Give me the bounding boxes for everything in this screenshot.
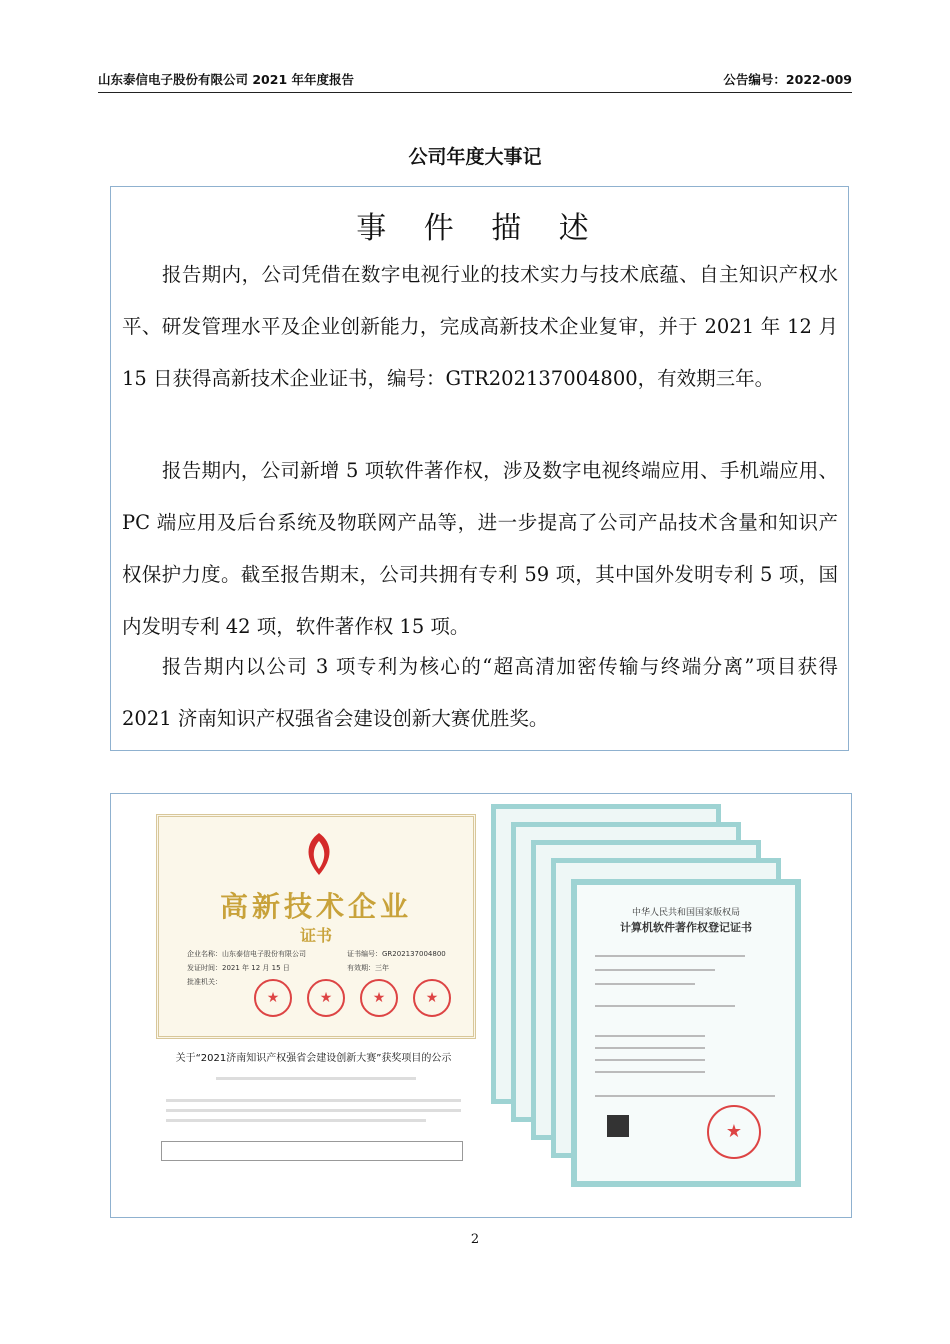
award-notice xyxy=(146,1049,481,1189)
notice-line xyxy=(166,1109,461,1112)
event-heading: 事 件 描 述 xyxy=(356,211,603,246)
header-divider xyxy=(98,92,852,93)
notice-title: 关于“2021济南知识产权强省会建设创新大赛”获奖项目的公示 xyxy=(175,1053,452,1064)
header-left: 山东泰信电子股份有限公司 2021 年年度报告 xyxy=(98,72,354,87)
sw-cert-line xyxy=(595,1095,775,1097)
high-tech-certificate xyxy=(156,814,476,1039)
seal-icon: ★ xyxy=(360,979,398,1017)
cert-title: 高新技术企业 xyxy=(219,890,412,923)
page-header xyxy=(98,70,852,90)
seal-icon: ★ xyxy=(307,979,345,1017)
cert-subtitle: 证书 xyxy=(299,926,332,945)
header-right: 公告编号：2022-009 xyxy=(723,72,852,87)
qr-code-icon xyxy=(607,1115,629,1137)
sw-cert-line xyxy=(595,969,715,971)
sw-cert-line xyxy=(595,955,745,957)
emblem-icon xyxy=(299,829,339,879)
seal-icon: ★ xyxy=(707,1105,761,1159)
sw-cert-line xyxy=(595,1071,705,1073)
seal-icon: ★ xyxy=(254,979,292,1017)
seal-icon: ★ xyxy=(413,979,451,1017)
event-paragraph-2: 报告期内，公司新增 5 项软件著作权，涉及数字电视终端应用、手机端应用、PC 端应用及后台系统及物联网产品等，进一步提高了公司产品技术含量和知识产权保护力度。截至报告期末，公司共拥有专利 59 项，其中国外发明专利 5 项，国内发明专利 42 项，软件著作权 15 项。 xyxy=(122,459,838,638)
sw-cert-line xyxy=(595,1005,735,1007)
software-copyright-certificate xyxy=(571,879,801,1187)
notice-table xyxy=(161,1141,463,1161)
image-box xyxy=(110,793,852,1218)
cert-valid: 有效期：三年 xyxy=(347,964,389,972)
page-number: 2 xyxy=(470,1232,480,1247)
sw-cert-line xyxy=(595,1059,705,1061)
cert-company: 企业名称：山东泰信电子股份有限公司 xyxy=(187,950,306,958)
notice-line xyxy=(166,1099,461,1102)
sw-cert-line xyxy=(595,1035,705,1037)
notice-line xyxy=(166,1119,426,1122)
page-title: 公司年度大事记 xyxy=(408,146,542,168)
cert-date: 发证时间：2021 年 12 月 15 日 xyxy=(187,964,290,972)
event-paragraph-1: 报告期内，公司凭借在数字电视行业的技术实力与技术底蕴、自主知识产权水平、研发管理水平及企业创新能力，完成高新技术企业复审，并于 2021 年 12 月 15 日获得高新技术企业证书，编号：GTR202137004800，有效期三年。 xyxy=(122,263,838,390)
sw-cert-line xyxy=(595,1047,705,1049)
sw-cert-title: 计算机软件著作权登记证书 xyxy=(620,921,752,934)
sw-cert-line xyxy=(595,983,695,985)
cert-number: 证书编号：GR202137004800 xyxy=(347,950,446,958)
sw-cert-issuer: 中华人民共和国国家版权局 xyxy=(631,908,740,918)
event-box xyxy=(110,186,849,751)
notice-line xyxy=(216,1077,416,1080)
cert-org: 批准机关： xyxy=(187,978,222,986)
event-paragraph-3: 报告期内以公司 3 项专利为核心的“超高清加密传输与终端分离”项目获得 2021 济南知识产权强省会建设创新大赛优胜奖。 xyxy=(122,655,838,730)
